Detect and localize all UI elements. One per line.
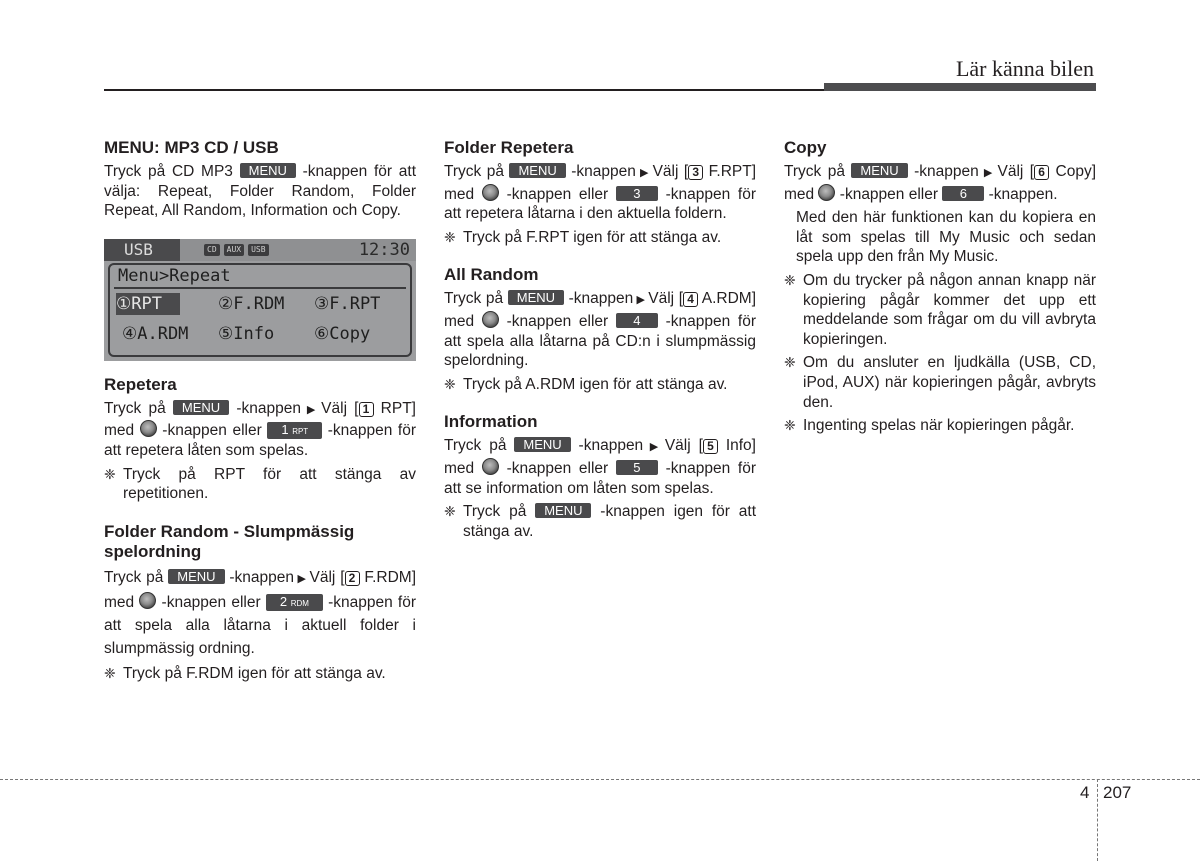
text: -knappen för att repetera låtarna i den aktuella foldern.	[444, 185, 757, 223]
text: F.RDM] med	[104, 568, 417, 611]
display-clock: 12:30	[358, 239, 410, 260]
arrow-right-icon: ▶	[981, 167, 995, 179]
menu-button: MENU	[240, 163, 296, 178]
display-item-copy: ⑥Copy	[314, 323, 371, 344]
note-text: Ingenting spelas när kopieringen pågår.	[803, 417, 1075, 435]
preset-button-5: 5	[616, 460, 658, 475]
note-text: Tryck på A.RDM igen för att stänga av.	[463, 375, 728, 393]
note-copy-3	[784, 416, 1096, 436]
note-text: Om du trycker på någon annan knapp när kopiering pågår kommer det upp ett meddelande som frågar om du vill avbryta kopieringen.	[803, 271, 1096, 348]
text: Copy] med	[784, 163, 1097, 203]
note-text: Tryck på F.RPT igen för att stänga av.	[463, 228, 722, 246]
arrow-right-icon: ▶	[303, 403, 319, 416]
section-text-all-random	[444, 289, 756, 370]
tune-knob-icon	[482, 311, 499, 328]
menu-button: MENU	[509, 163, 565, 178]
text: -knappen	[571, 163, 636, 180]
section-title-folder-repetera: Folder Repetera	[444, 138, 574, 157]
text: -knappen eller	[506, 459, 609, 477]
section-text-information	[444, 436, 756, 498]
preset-6-icon: 6	[1034, 165, 1049, 180]
menu-button: MENU	[514, 437, 570, 452]
note-copy-1	[784, 271, 1096, 349]
text: A.RDM] med	[444, 290, 757, 330]
badge-aux: AUX	[224, 244, 244, 256]
preset-button-2: 2 RDM	[266, 594, 323, 611]
display-menu-path: Menu>Repeat	[118, 265, 231, 286]
text: -knappen för att se information om låten som spelas.	[444, 459, 757, 497]
display-item-frpt: ③F.RPT	[314, 293, 381, 314]
note-star-icon: ❈	[444, 228, 456, 245]
tune-knob-icon	[482, 458, 499, 475]
text: RPT] med	[104, 399, 416, 440]
column-right	[784, 138, 1096, 436]
text: -knappen eller	[161, 593, 261, 611]
note-copy-2	[784, 353, 1096, 412]
arrow-right-icon: ▶	[297, 572, 307, 585]
text: Tryck på	[444, 163, 504, 180]
page-header-title: Lär känna bilen	[955, 56, 1094, 81]
preset-4-icon: 4	[683, 292, 698, 307]
arrow-right-icon: ▶	[636, 294, 646, 307]
note-text: Tryck på RPT för att stänga av repetitionen.	[123, 465, 416, 503]
chapter-number: 4	[1080, 783, 1090, 802]
text: Tryck på	[444, 290, 504, 308]
text: Tryck på	[104, 399, 166, 417]
display-item-frdm: ②F.RDM	[218, 293, 285, 314]
section-text-copy	[784, 162, 1096, 204]
note-star-icon: ❈	[784, 417, 796, 434]
display-item-ardm: ④A.RDM	[122, 323, 189, 344]
arrow-right-icon: ▶	[646, 441, 662, 454]
tune-knob-icon	[482, 184, 499, 201]
text: Välj [	[648, 290, 684, 308]
note-text: Om du ansluter en ljudkälla (USB, CD, iPod, AUX) när kopieringen pågår, avbryts den.	[803, 354, 1096, 411]
copy-description: Med den här funktionen kan du kopiera en låt som spelas till My Music och sedan spela upp den från My Music.	[796, 209, 1096, 266]
text: -knappen	[568, 290, 634, 308]
section-title-copy: Copy	[784, 138, 827, 157]
preset-1-icon: 1	[359, 402, 374, 417]
menu-button: MENU	[168, 569, 224, 584]
text: Tryck på	[463, 503, 527, 521]
text: -knappen.	[988, 185, 1058, 203]
text: -knappen	[236, 399, 301, 417]
text: Välj [	[652, 163, 689, 180]
text: -knappen för att välja: Repeat, Folder Random, Folder Repeat, All Random, Information och Copy.	[104, 163, 417, 220]
section-text-menu	[104, 162, 416, 221]
column-left	[104, 138, 416, 683]
note-all-random	[444, 375, 756, 395]
text: Tryck på	[784, 163, 845, 180]
text: -knappen	[914, 163, 979, 180]
text: -knappen eller	[506, 312, 609, 330]
text: -knappen för att spela alla låtarna på CD:n i slumpmässig spelordning.	[444, 312, 757, 370]
note-star-icon: ❈	[784, 271, 796, 288]
display-badges	[204, 244, 269, 256]
note-star-icon: ❈	[104, 465, 116, 482]
text: -knappen för att repetera låten som spelas.	[104, 422, 417, 459]
note-star-icon: ❈	[104, 664, 116, 681]
note-star-icon: ❈	[444, 375, 456, 392]
text: -knappen	[578, 437, 644, 455]
section-title-repetera: Repetera	[104, 374, 177, 394]
display-item-rpt: ①RPT	[116, 293, 180, 315]
note-text: Tryck på F.RDM igen för att stänga av.	[123, 664, 386, 682]
tune-knob-icon	[140, 420, 157, 437]
arrow-right-icon: ▶	[638, 167, 650, 179]
section-text-repetera	[104, 399, 416, 461]
preset-2-icon: 2	[345, 571, 360, 586]
section-title-information: Information	[444, 412, 538, 432]
section-text-folder-repetera	[444, 162, 756, 224]
section-title-menu: MENU: MP3 CD / USB	[104, 138, 279, 157]
text: Tryck på	[104, 568, 164, 586]
text: Tryck på	[444, 437, 507, 455]
badge-cd: CD	[204, 244, 220, 256]
footer-divider	[1097, 779, 1098, 861]
display-divider	[114, 287, 406, 289]
preset-3-icon: 3	[688, 165, 703, 180]
text: F.RPT] med	[444, 163, 757, 203]
menu-button: MENU	[851, 163, 907, 178]
text: -knappen för att spela alla låtarna i aktuell folder i slumpmässig ordning.	[104, 593, 416, 657]
menu-button: MENU	[508, 290, 564, 305]
column-middle	[444, 138, 756, 541]
text: -knappen eller	[839, 185, 939, 203]
display-item-info: ⑤Info	[218, 323, 275, 344]
preset-button-4: 4	[616, 313, 658, 328]
text: Info] med	[444, 437, 756, 477]
page-number: 207	[1103, 783, 1132, 802]
footer-rule	[0, 779, 1200, 780]
text: Välj [	[664, 437, 703, 455]
preset-5-icon: 5	[703, 439, 718, 454]
section-text-folder-random	[104, 566, 416, 660]
text: Välj [	[321, 399, 359, 417]
note-folder-repetera	[444, 228, 756, 248]
preset-button-6: 6	[942, 186, 984, 201]
note-information	[444, 502, 756, 541]
text: -knappen	[229, 568, 294, 586]
preset-button-3: 3	[616, 186, 658, 201]
note-text	[463, 502, 756, 541]
header-rule	[104, 89, 824, 91]
section-title-folder-random: Folder Random - Slumpmässig spelordning	[104, 521, 355, 561]
header-rule-accent	[824, 83, 1096, 91]
audio-display-screen	[104, 239, 416, 361]
text: -knappen igen för att stänga av.	[463, 503, 756, 540]
note-folder-random	[104, 664, 416, 684]
tune-knob-icon	[139, 592, 156, 609]
display-menu-panel	[108, 263, 412, 357]
tune-knob-icon	[818, 184, 835, 201]
section-title-all-random: All Random	[444, 265, 539, 285]
note-star-icon: ❈	[444, 503, 456, 520]
text: -knappen eller	[162, 422, 262, 440]
text: Tryck på CD MP3	[104, 163, 233, 180]
text: -knappen eller	[506, 185, 609, 203]
note-star-icon: ❈	[784, 354, 796, 371]
menu-button: MENU	[535, 503, 591, 518]
preset-button-1: 1 RPT	[267, 422, 322, 439]
text: Välj [	[309, 568, 345, 586]
badge-usb: USB	[248, 244, 268, 256]
note-repetera	[104, 465, 416, 504]
menu-button: MENU	[173, 400, 229, 415]
text: Välj [	[997, 163, 1035, 180]
display-source: USB	[104, 239, 180, 261]
